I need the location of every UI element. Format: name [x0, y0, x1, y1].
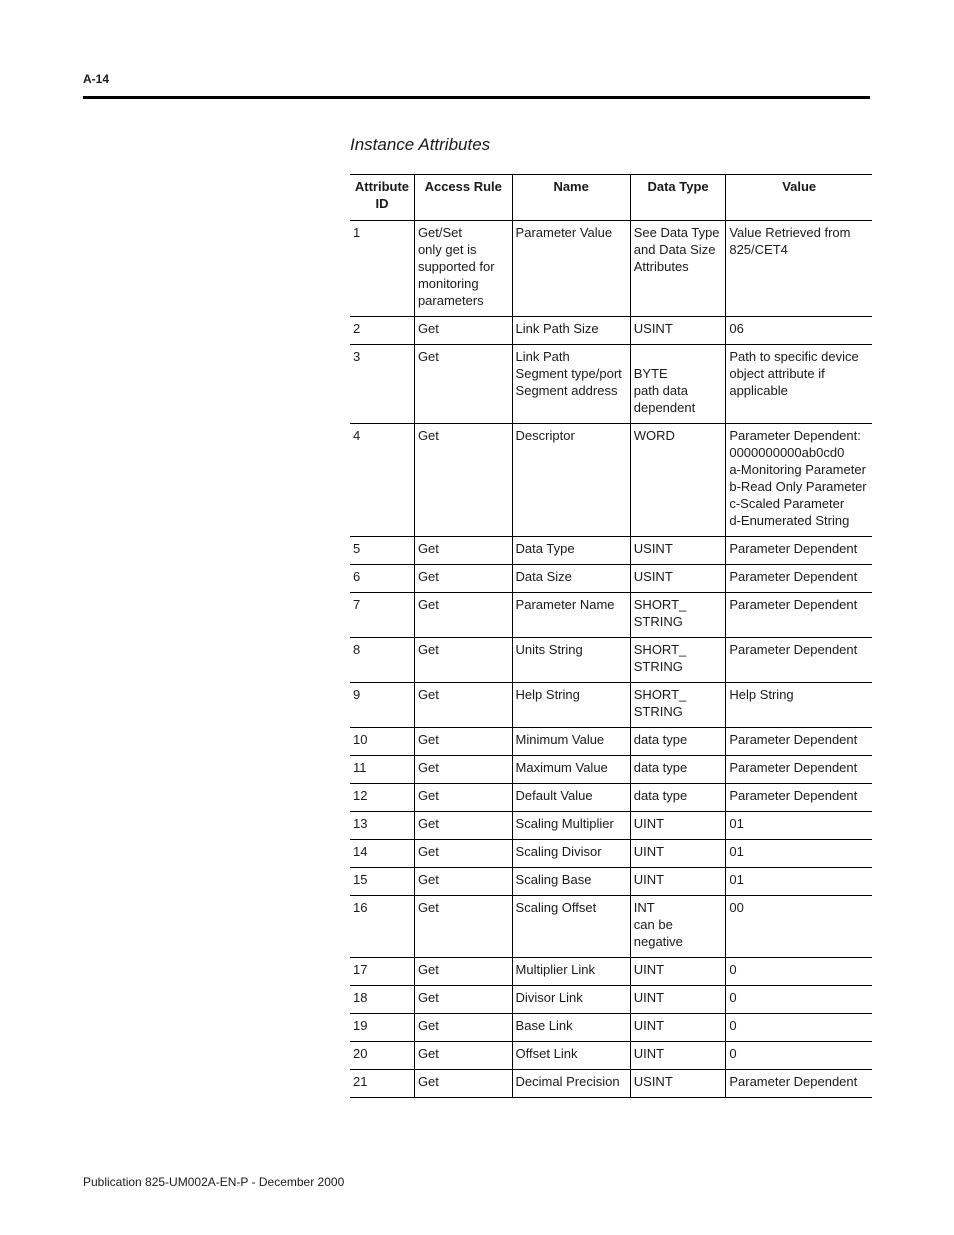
- attribute-id-cell: 17: [350, 958, 414, 986]
- attribute-id-cell: 13: [350, 812, 414, 840]
- data-type-cell: SHORT_ STRING: [630, 683, 726, 728]
- table-row: [350, 1014, 872, 1042]
- data-type-cell: UINT: [630, 868, 726, 896]
- data-type-cell: USINT: [630, 1070, 726, 1098]
- attribute-id-cell: 14: [350, 840, 414, 868]
- data-type-cell: USINT: [630, 537, 726, 565]
- data-type-cell: UINT: [630, 1014, 726, 1042]
- access-rule-cell: Get: [414, 565, 512, 593]
- data-type-cell: data type: [630, 728, 726, 756]
- attribute-id-cell: 10: [350, 728, 414, 756]
- table-row: [350, 537, 872, 565]
- instance-attributes-table: [350, 174, 872, 1098]
- name-cell: Help String: [512, 683, 630, 728]
- data-type-cell: SHORT_ STRING: [630, 638, 726, 683]
- access-rule-cell: Get: [414, 896, 512, 958]
- name-cell: Data Type: [512, 537, 630, 565]
- attribute-id-cell: 16: [350, 896, 414, 958]
- attribute-id-cell: 18: [350, 986, 414, 1014]
- table-row: [350, 784, 872, 812]
- value-cell: 01: [726, 840, 872, 868]
- access-rule-cell: Get: [414, 317, 512, 345]
- access-rule-cell: Get: [414, 1042, 512, 1070]
- name-cell: Divisor Link: [512, 986, 630, 1014]
- value-cell: 01: [726, 812, 872, 840]
- access-rule-cell: Get/Set only get is supported for monitoring parameters: [414, 221, 512, 317]
- name-cell: Multiplier Link: [512, 958, 630, 986]
- value-cell: Parameter Dependent: [726, 784, 872, 812]
- value-cell: Parameter Dependent: [726, 593, 872, 638]
- access-rule-cell: Get: [414, 986, 512, 1014]
- value-cell: 0: [726, 1042, 872, 1070]
- name-cell: Link Path Size: [512, 317, 630, 345]
- attribute-id-cell: 11: [350, 756, 414, 784]
- data-type-cell: USINT: [630, 317, 726, 345]
- table-row: [350, 728, 872, 756]
- value-cell: Parameter Dependent: 0000000000ab0cd0 a-Monitoring Parameter b-Read Only Parameter c-Scaled Parameter d-Enumerated String: [726, 424, 872, 537]
- access-rule-cell: Get: [414, 784, 512, 812]
- data-type-cell: WORD: [630, 424, 726, 537]
- name-cell: Minimum Value: [512, 728, 630, 756]
- table-row: [350, 317, 872, 345]
- name-cell: Data Size: [512, 565, 630, 593]
- name-cell: Base Link: [512, 1014, 630, 1042]
- column-header-access-rule: Access Rule: [414, 175, 512, 221]
- name-cell: Offset Link: [512, 1042, 630, 1070]
- attribute-id-cell: 15: [350, 868, 414, 896]
- header-rule: [83, 96, 870, 99]
- table-header-row: [350, 175, 872, 221]
- page-number: A-14: [83, 72, 110, 86]
- attribute-id-cell: 1: [350, 221, 414, 317]
- column-header-name: Name: [512, 175, 630, 221]
- value-cell: 0: [726, 1014, 872, 1042]
- attribute-id-cell: 8: [350, 638, 414, 683]
- name-cell: Units String: [512, 638, 630, 683]
- table-row: [350, 424, 872, 537]
- data-type-cell: USINT: [630, 565, 726, 593]
- value-cell: 01: [726, 868, 872, 896]
- name-cell: Parameter Name: [512, 593, 630, 638]
- attribute-id-cell: 20: [350, 1042, 414, 1070]
- access-rule-cell: Get: [414, 868, 512, 896]
- data-type-cell: INT can be negative: [630, 896, 726, 958]
- access-rule-cell: Get: [414, 756, 512, 784]
- table-row: [350, 896, 872, 958]
- column-header-value: Value: [726, 175, 872, 221]
- table-row: [350, 986, 872, 1014]
- table-row: [350, 958, 872, 986]
- attribute-id-cell: 6: [350, 565, 414, 593]
- value-cell: 0: [726, 958, 872, 986]
- name-cell: Scaling Offset: [512, 896, 630, 958]
- data-type-cell: UINT: [630, 812, 726, 840]
- access-rule-cell: Get: [414, 1070, 512, 1098]
- table-row: [350, 1042, 872, 1070]
- table-row: [350, 1070, 872, 1098]
- attribute-id-cell: 12: [350, 784, 414, 812]
- table-row: [350, 756, 872, 784]
- value-cell: 00: [726, 896, 872, 958]
- data-type-cell: SHORT_ STRING: [630, 593, 726, 638]
- table-row: [350, 221, 872, 317]
- name-cell: Descriptor: [512, 424, 630, 537]
- table-row: [350, 683, 872, 728]
- data-type-cell: UINT: [630, 958, 726, 986]
- footer-publication: Publication 825-UM002A-EN-P - December 2000: [83, 1175, 345, 1189]
- name-cell: Scaling Divisor: [512, 840, 630, 868]
- value-cell: 06: [726, 317, 872, 345]
- access-rule-cell: Get: [414, 728, 512, 756]
- table-row: [350, 638, 872, 683]
- attribute-id-cell: 5: [350, 537, 414, 565]
- name-cell: Scaling Multiplier: [512, 812, 630, 840]
- table-row: [350, 593, 872, 638]
- value-cell: Parameter Dependent: [726, 728, 872, 756]
- value-cell: Parameter Dependent: [726, 638, 872, 683]
- access-rule-cell: Get: [414, 958, 512, 986]
- access-rule-cell: Get: [414, 537, 512, 565]
- access-rule-cell: Get: [414, 345, 512, 424]
- attribute-id-cell: 3: [350, 345, 414, 424]
- name-cell: Scaling Base: [512, 868, 630, 896]
- data-type-cell: data type: [630, 784, 726, 812]
- value-cell: Parameter Dependent: [726, 756, 872, 784]
- section-title: Instance Attributes: [350, 135, 491, 154]
- data-type-cell: UINT: [630, 1042, 726, 1070]
- table-row: [350, 868, 872, 896]
- value-cell: Value Retrieved from 825/CET4: [726, 221, 872, 317]
- attribute-id-cell: 7: [350, 593, 414, 638]
- table-row: [350, 345, 872, 424]
- column-header-attribute-id: Attribute ID: [350, 175, 414, 221]
- value-cell: Help String: [726, 683, 872, 728]
- value-cell: 0: [726, 986, 872, 1014]
- table-row: [350, 840, 872, 868]
- name-cell: Decimal Precision: [512, 1070, 630, 1098]
- access-rule-cell: Get: [414, 593, 512, 638]
- attribute-id-cell: 19: [350, 1014, 414, 1042]
- table-row: [350, 565, 872, 593]
- access-rule-cell: Get: [414, 638, 512, 683]
- data-type-cell: See Data Type and Data Size Attributes: [630, 221, 726, 317]
- access-rule-cell: Get: [414, 683, 512, 728]
- attribute-id-cell: 4: [350, 424, 414, 537]
- access-rule-cell: Get: [414, 840, 512, 868]
- value-cell: Parameter Dependent: [726, 537, 872, 565]
- name-cell: Maximum Value: [512, 756, 630, 784]
- data-type-cell: UINT: [630, 840, 726, 868]
- value-cell: Parameter Dependent: [726, 565, 872, 593]
- attribute-id-cell: 9: [350, 683, 414, 728]
- column-header-data-type: Data Type: [630, 175, 726, 221]
- access-rule-cell: Get: [414, 812, 512, 840]
- data-type-cell: data type: [630, 756, 726, 784]
- name-cell: Default Value: [512, 784, 630, 812]
- value-cell: Path to specific device object attribute if applicable: [726, 345, 872, 424]
- value-cell: Parameter Dependent: [726, 1070, 872, 1098]
- name-cell: Parameter Value: [512, 221, 630, 317]
- attribute-id-cell: 21: [350, 1070, 414, 1098]
- access-rule-cell: Get: [414, 1014, 512, 1042]
- data-type-cell: BYTE path data dependent: [630, 345, 726, 424]
- attribute-id-cell: 2: [350, 317, 414, 345]
- name-cell: Link Path Segment type/port Segment address: [512, 345, 630, 424]
- data-type-cell: UINT: [630, 986, 726, 1014]
- access-rule-cell: Get: [414, 424, 512, 537]
- table-row: [350, 812, 872, 840]
